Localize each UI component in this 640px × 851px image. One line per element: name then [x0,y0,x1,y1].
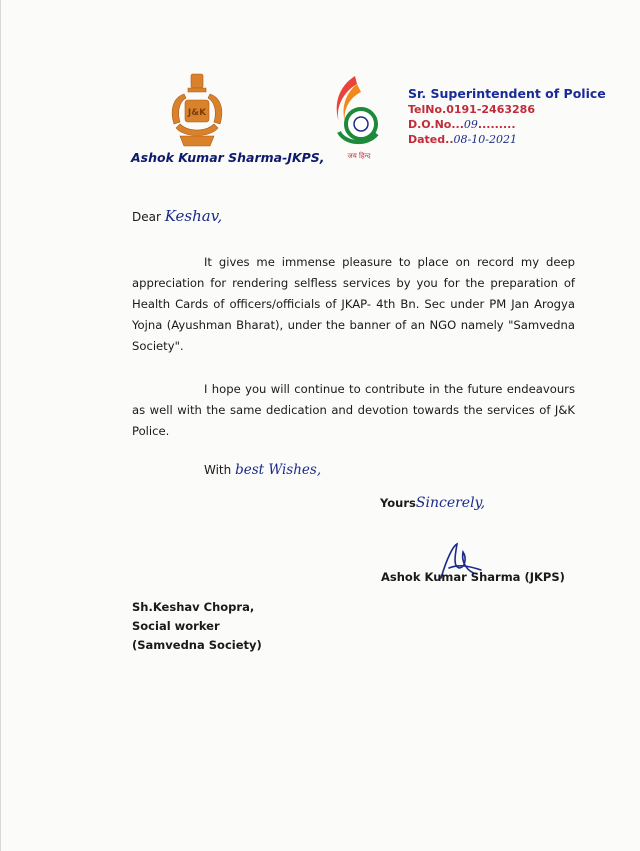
salutation-label: Dear [132,210,161,224]
dated-label: Dated [408,133,446,146]
dated-value: 08-10-2021 [453,133,517,146]
yours-label: Yours [380,496,416,510]
recipient-address [132,598,262,655]
recipient-role: Social worker [132,619,220,633]
salutation-name: Keshav, [164,207,223,225]
do-number-label: D.O.No. [408,118,456,131]
yours-line [380,495,485,511]
closing-printed: With [204,463,232,477]
closing-line [204,462,321,478]
paragraph-appreciation: It gives me immense pleasure to place on record my deep appreciation for rendering selfless services by you for the preparation of Health Cards of officers/officials of JKAP- 4th Bn. Sec under PM Jan Arogya Yojna (Ayushman Bharat), under the banner of an NGO namely "Samvedna Society". [132,255,575,353]
recipient-organization: (Samvedna Society) [132,638,262,652]
svg-text:जय हिन्द: जय हिन्द [347,152,371,160]
do-number-line: D.O.No...09......... [408,118,516,131]
signer-name: Ashok Kumar Sharma (JKPS) [381,570,565,584]
jk-police-emblem-icon [166,72,228,152]
office-block [408,86,606,146]
jai-hind-flag-logo-icon [325,72,387,164]
salutation [132,207,222,225]
dated-line: Dated..08-10-2021 [408,133,517,146]
do-number-value: 09 [463,118,478,131]
office-title: Sr. Superintendent of Police [408,86,606,101]
office-telephone: TelNo.0191-2463286 [408,103,535,116]
closing-handwritten: best Wishes, [235,462,322,478]
yours-handwritten: Sincerely, [415,495,486,511]
svg-text:J&K: J&K [187,108,207,118]
sender-name: Ashok Kumar Sharma-JKPS, [131,150,325,165]
paragraph-hope: I hope you will continue to contribute in the future endeavours as well with the same dedication and devotion towards the services of J&K Police. [132,382,575,438]
recipient-name: Sh.Keshav Chopra, [132,600,255,614]
